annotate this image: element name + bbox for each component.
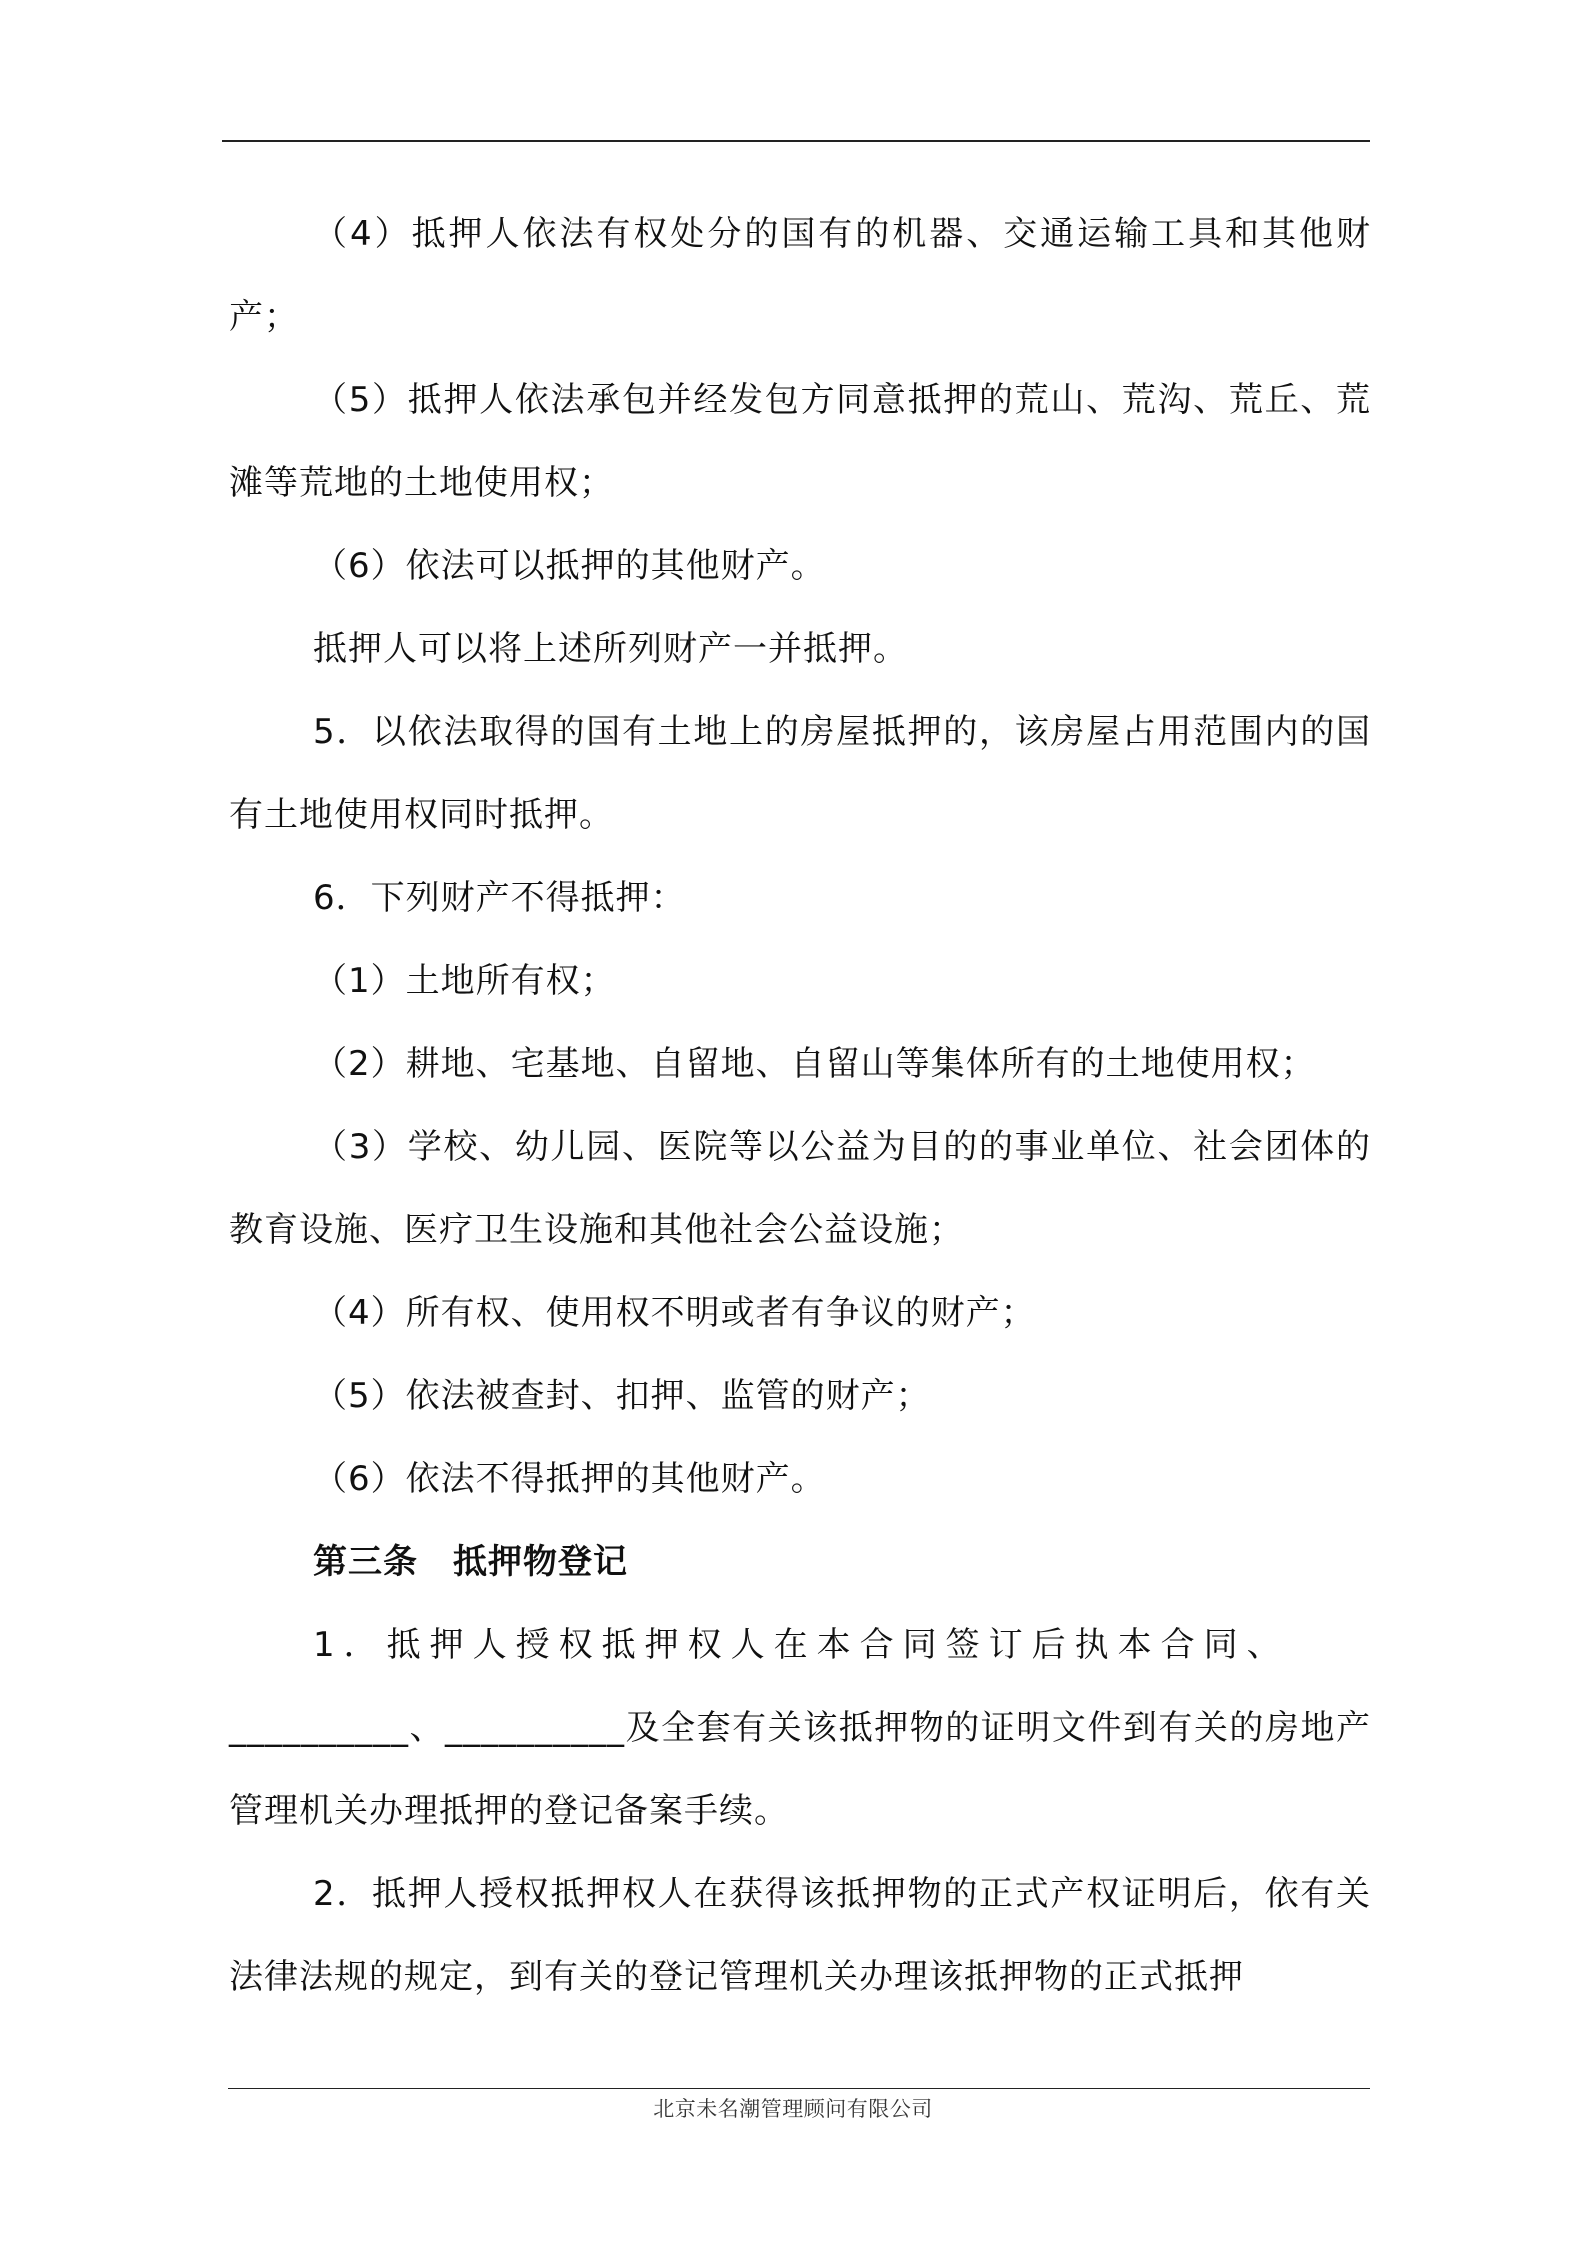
clause-6-1: （1）土地所有权； <box>313 961 616 1001</box>
clause-6-6: （6）依法不得抵押的其他财产。 <box>313 1459 826 1499</box>
clause-4-note: 抵押人可以将上述所列财产一并抵押。 <box>313 629 908 669</box>
header-rule <box>222 140 1370 142</box>
clause-6: 6．下列财产不得抵押： <box>313 878 686 918</box>
article-3-clause-1-continued: __________、__________及全套有关该抵押物的证明文件到有关的房地产管理机关办理抵押的登记备案手续。 <box>229 1708 1371 1831</box>
clause-6-5: （5）依法被查封、扣押、监管的财产； <box>313 1376 931 1416</box>
clause-6-3: （3）学校、幼儿园、医院等以公益为目的的事业单位、社会团体的教育设施、医疗卫生设施和其他社会公益设施； <box>229 1127 1371 1250</box>
clause-6-2: （2）耕地、宅基地、自留地、自留山等集体所有的土地使用权； <box>313 1044 1316 1084</box>
footer-company: 北京未名潮管理顾问有限公司 <box>653 2097 933 2121</box>
article-3-clause-2: 2．抵押人授权抵押权人在获得该抵押物的正式产权证明后，依有关法律法规的规定，到有关的登记管理机关办理该抵押物的正式抵押 <box>229 1874 1371 1997</box>
article-3-heading: 第三条 抵押物登记 <box>313 1542 628 1582</box>
clause-5: 5．以依法取得的国有土地上的房屋抵押的，该房屋占用范围内的国有土地使用权同时抵押。 <box>229 712 1371 835</box>
clause-4-5: （5）抵押人依法承包并经发包方同意抵押的荒山、荒沟、荒丘、荒滩等荒地的土地使用权； <box>229 380 1371 503</box>
clause-6-4: （4）所有权、使用权不明或者有争议的财产； <box>313 1293 1036 1333</box>
article-3-clause-1-line-1: 1．抵押人授权抵押权人在本合同签订后执本合同、 <box>313 1625 1290 1665</box>
document-body <box>229 193 1371 2019</box>
clause-4-6: （6）依法可以抵押的其他财产。 <box>313 546 826 586</box>
footer-rule <box>228 2088 1370 2089</box>
clause-4-4: （4）抵押人依法有权处分的国有的机器、交通运输工具和其他财产； <box>229 214 1371 337</box>
